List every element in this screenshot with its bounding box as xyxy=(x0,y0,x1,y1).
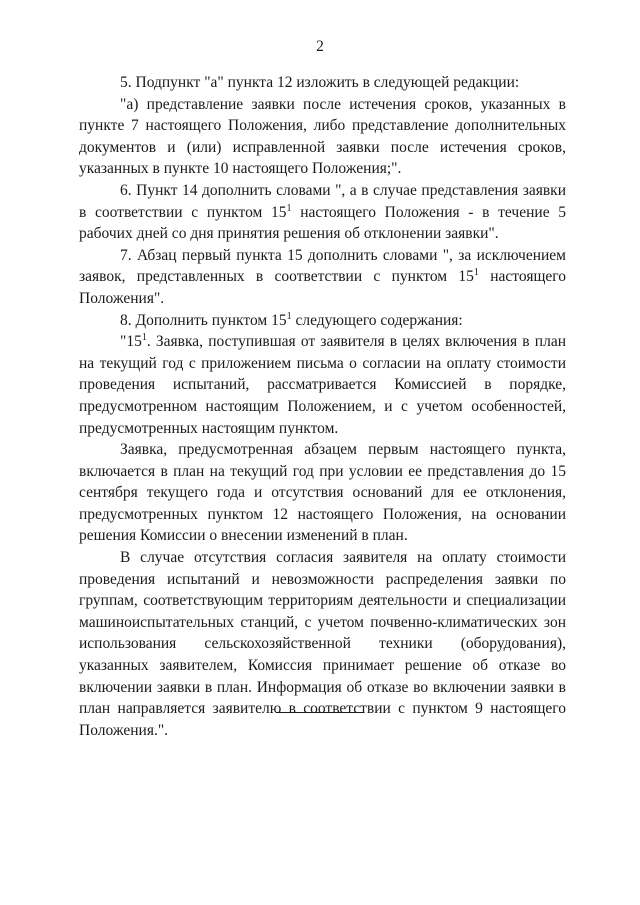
superscript: 1 xyxy=(286,310,292,322)
end-rule xyxy=(276,712,363,713)
paragraph-text: 7. Абзац первый пункта 15 дополнить словами ", за исключением заявок, представленных в соответствии с пунктом 15 xyxy=(79,246,566,286)
paragraph-text: "15 xyxy=(120,333,142,351)
paragraph-text: В случае отсутствия согласия заявителя на оплату стоимости проведения испытаний и невозможности распределения заявки по группам, соответствующим территориям деятельности и специализации машиноиспытательных станций, с учетом почвенно-климатических зон использования сельскохозяйственной техники (оборудования), указанных заявителем, Комиссия принимает решение об отказе во включении заявки в план. Информация об отказе во включении заявки в план направляется заявителю в соответствии с пунктом 9 настоящего Положения.". xyxy=(79,549,566,739)
paragraph xyxy=(79,439,566,547)
paragraph-text: 8. Дополнить пунктом 15 xyxy=(120,311,287,329)
paragraph xyxy=(79,331,566,439)
paragraph-text: 6. Пункт 14 дополнить словами ", а в случае представления заявки в соответствии с пунктом 15 xyxy=(79,181,566,221)
paragraph xyxy=(79,245,566,310)
paragraph-text: Заявка, предусмотренная абзацем первым настоящего пункта, включается в план на текущий год при условии ее представления до 15 сентября текущего года и отсутствия оснований для ее отклонения, предусмотренных пунктом 12 настоящего Положения, на основании решения Комиссии о внесении изменений в план. xyxy=(79,441,566,545)
document-body xyxy=(79,72,566,741)
paragraph-text: настоящего Положения". xyxy=(79,268,567,307)
paragraph-text: "а) представление заявки после истечения сроков, указанных в пункте 7 настоящего Положения, либо представление дополнительных документов и (или) исправленной заявки после истечения сроков, указанных в пункте 10 настоящего Положения;". xyxy=(79,95,566,178)
paragraph xyxy=(79,180,566,245)
superscript: 1 xyxy=(286,202,292,214)
superscript: 1 xyxy=(141,331,147,343)
paragraph-text: 5. Подпункт "а" пункта 12 изложить в следующей редакции: xyxy=(120,74,520,91)
paragraph xyxy=(79,310,566,332)
paragraph-text: . Заявка, поступившая от заявителя в целях включения в план на текущий год с приложением письма о согласии на оплату стоимости проведения испытаний, рассматривается Комиссией в порядке, предусмотренном настоящим Положением, и с учетом особенностей, предусмотренных настоящим пунктом. xyxy=(79,333,566,437)
page-number: 2 xyxy=(316,38,324,55)
paragraph-text: настоящего Положения - в течение 5 рабочих дней со дня принятия решения об отклонении заявки". xyxy=(79,203,567,243)
paragraph-text: следующего содержания: xyxy=(291,311,463,329)
paragraph xyxy=(79,72,566,94)
superscript: 1 xyxy=(473,267,479,279)
paragraph xyxy=(79,94,566,180)
